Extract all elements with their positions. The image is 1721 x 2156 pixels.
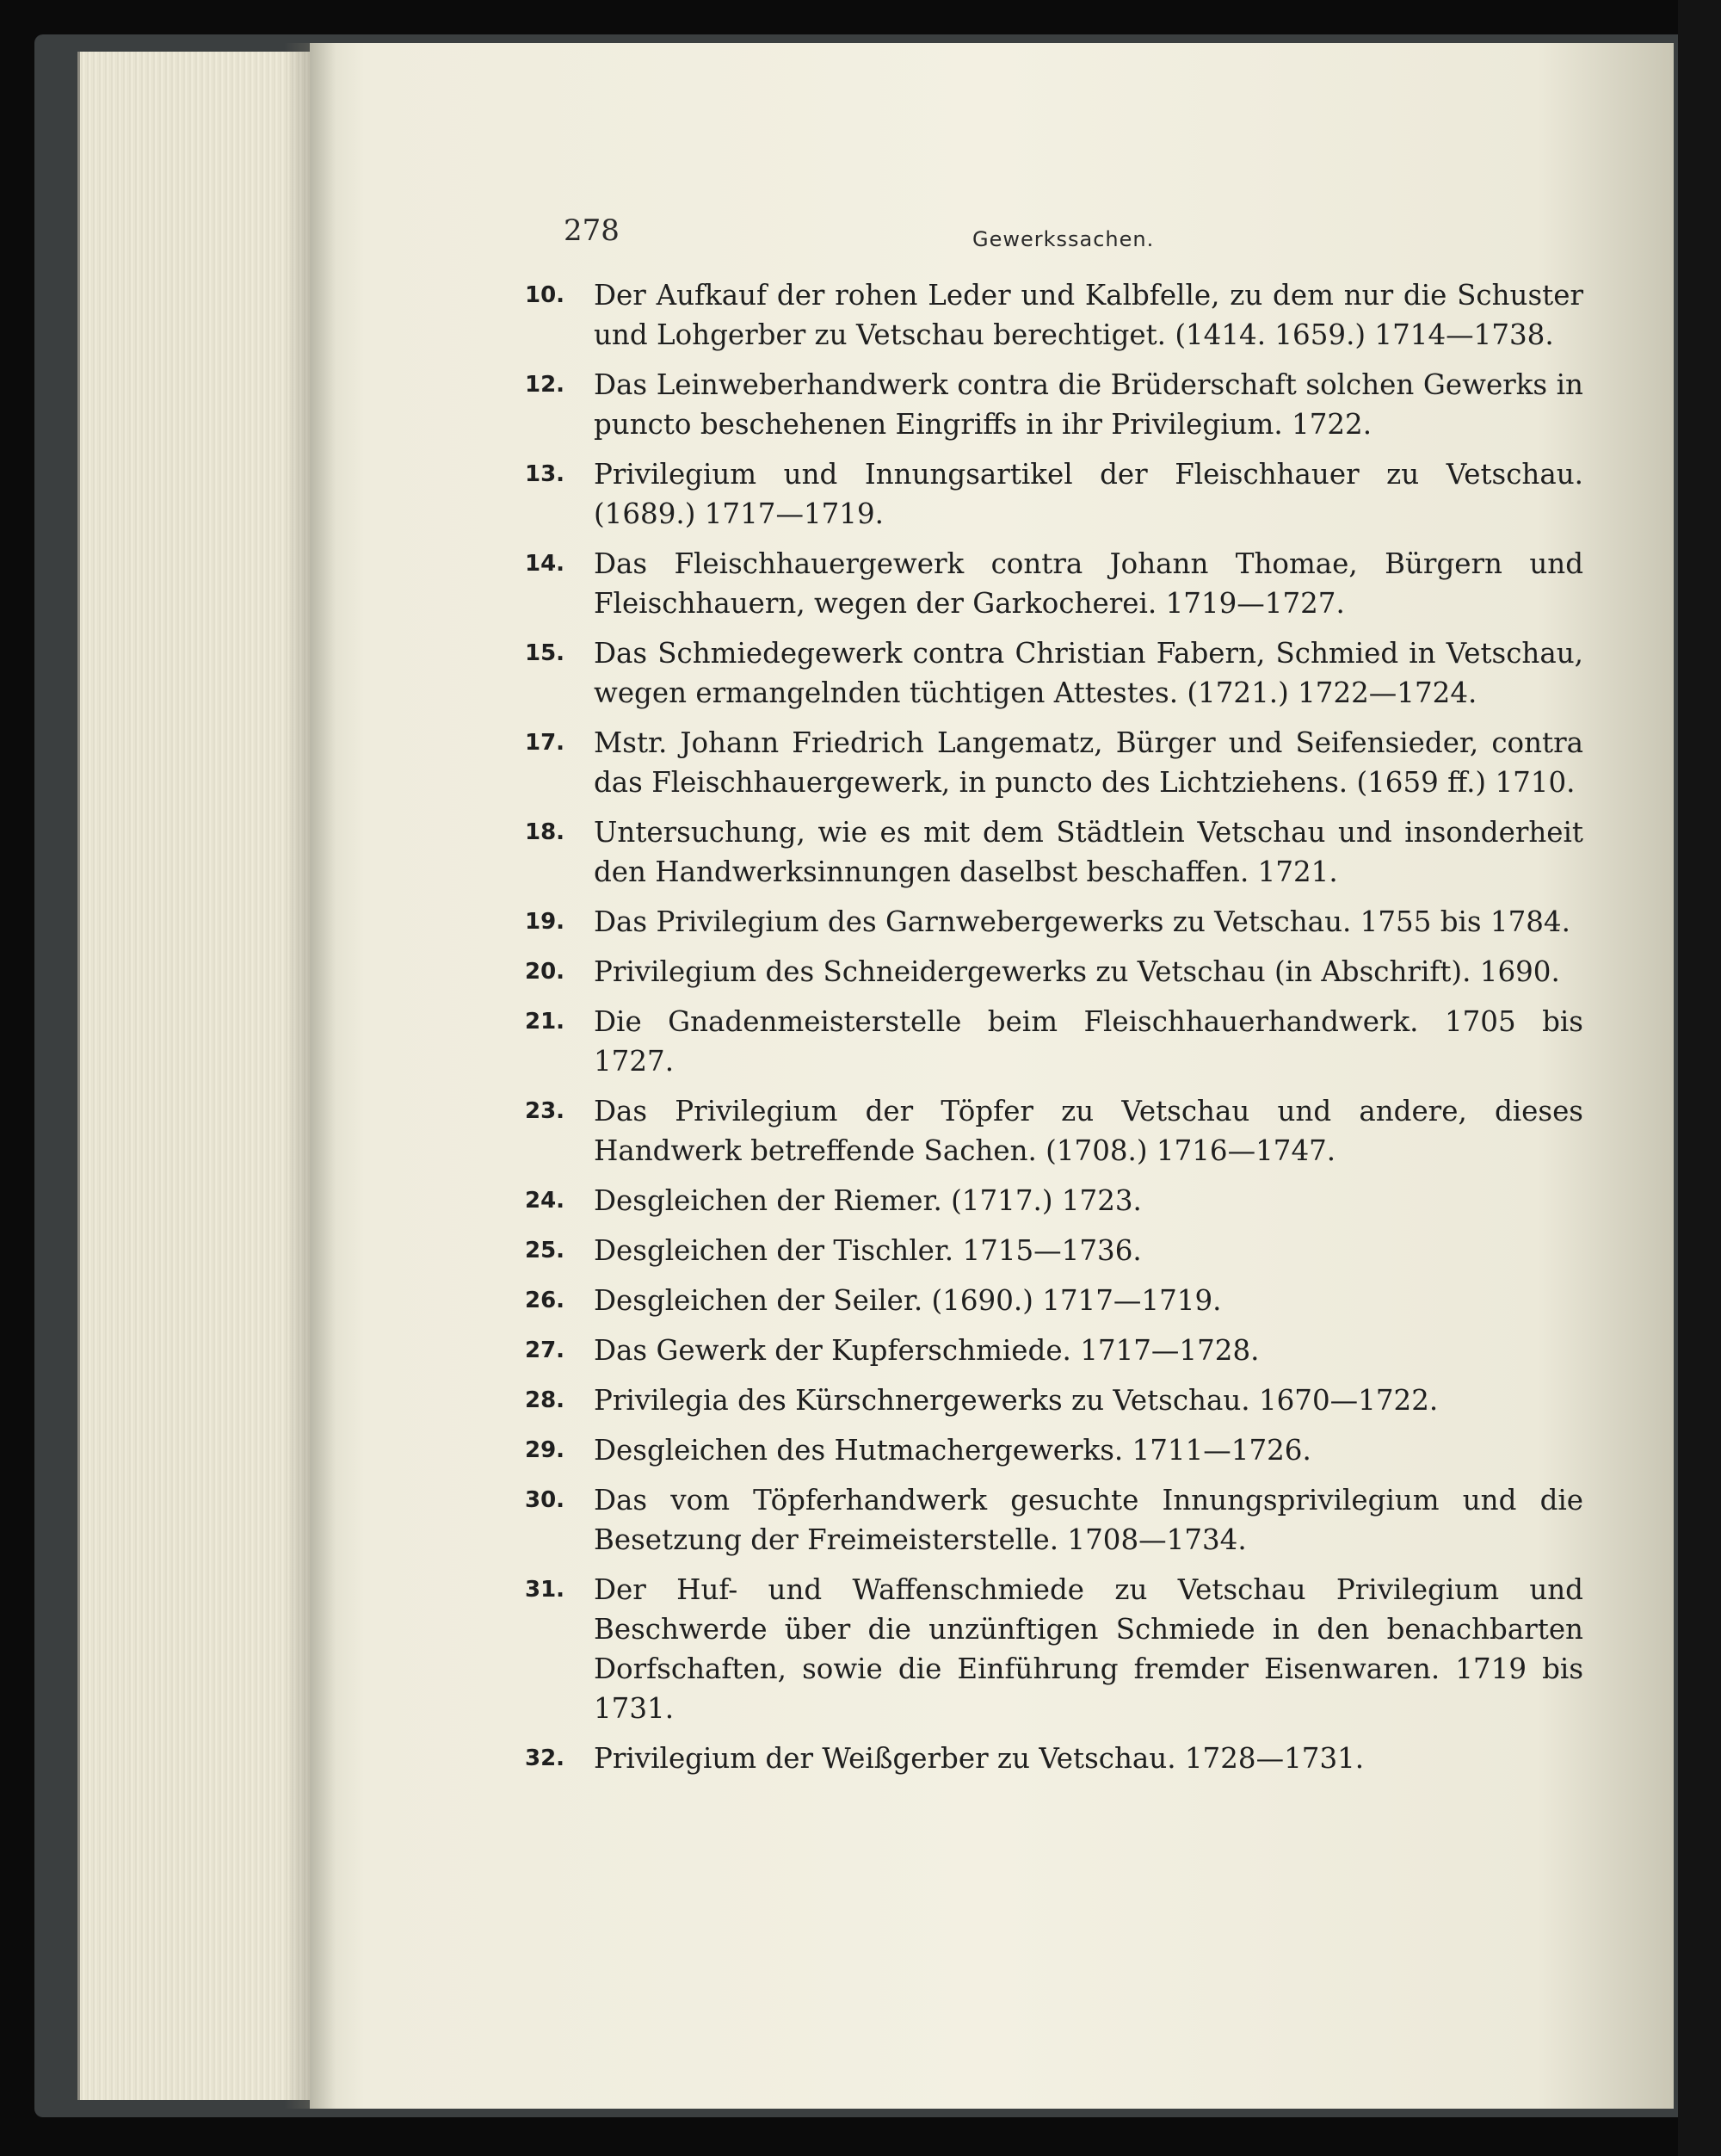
entry-number: 18. xyxy=(525,819,565,845)
entry-number: 27. xyxy=(525,1337,565,1363)
entry-number: 15. xyxy=(525,640,565,666)
entry-list xyxy=(525,275,1583,1788)
entry-number: 19. xyxy=(525,909,565,935)
entry-number: 31. xyxy=(525,1577,565,1603)
entry-text: Untersuchung, wie es mit dem Städtlein Vetschau und insonderheit den Handwerksinnungen daselbst beschaffen. 1721. xyxy=(594,816,1583,888)
entry-text: Das Schmiedegewerk contra Christian Fabern, Schmied in Vetschau, wegen ermangelnden tüchtigen Attestes. (1721.) 1722—1724. xyxy=(594,637,1583,709)
entry-number: 14. xyxy=(525,551,565,577)
list-item xyxy=(525,1281,1583,1320)
list-item xyxy=(525,1430,1583,1470)
list-item xyxy=(525,1231,1583,1270)
list-item xyxy=(525,1002,1583,1081)
list-item xyxy=(525,1181,1583,1220)
entry-number: 30. xyxy=(525,1487,565,1513)
entry-number: 12. xyxy=(525,372,565,398)
entry-text: Privilegium des Schneidergewerks zu Vetschau (in Abschrift). 1690. xyxy=(594,955,1560,988)
list-item xyxy=(525,365,1583,444)
entry-text: Das Gewerk der Kupferschmiede. 1717—1728. xyxy=(594,1334,1260,1367)
list-item xyxy=(525,723,1583,802)
list-item xyxy=(525,902,1583,942)
entry-number: 29. xyxy=(525,1437,565,1463)
list-item xyxy=(525,1331,1583,1370)
gutter-shadow xyxy=(284,43,336,2109)
entry-number: 25. xyxy=(525,1238,565,1263)
entry-text: Desgleichen des Hutmachergewerks. 1711—1726. xyxy=(594,1434,1311,1467)
entry-text: Privilegium und Innungsartikel der Fleischhauer zu Vetschau. (1689.) 1717—1719. xyxy=(594,458,1583,530)
entry-text: Das Fleischhauergewerk contra Johann Thomae, Bürgern und Fleischhauern, wegen der Garkocherei. 1719—1727. xyxy=(594,547,1583,620)
list-item xyxy=(525,454,1583,534)
background-edge xyxy=(1678,0,1721,2156)
entry-text: Das Privilegium des Garnwebergewerks zu Vetschau. 1755 bis 1784. xyxy=(594,905,1570,938)
entry-number: 26. xyxy=(525,1288,565,1313)
list-item xyxy=(525,1091,1583,1171)
list-item xyxy=(525,633,1583,713)
entry-number: 24. xyxy=(525,1188,565,1214)
list-item xyxy=(525,544,1583,623)
list-item xyxy=(525,1381,1583,1420)
entry-number: 23. xyxy=(525,1098,565,1124)
list-item xyxy=(525,275,1583,355)
entry-text: Privilegia des Kürschnergewerks zu Vetschau. 1670—1722. xyxy=(594,1384,1439,1417)
page-header xyxy=(564,213,1596,256)
entry-text: Der Huf- und Waffenschmiede zu Vetschau Privilegium und Beschwerde über die unzünftigen Schmiede in den benachbarten Dorfschaften, sowie die Einführung fremder Eisenwaren. 1719 bis 1731. xyxy=(594,1573,1583,1725)
entry-text: Desgleichen der Riemer. (1717.) 1723. xyxy=(594,1184,1142,1217)
entry-text: Mstr. Johann Friedrich Langematz, Bürger und Seifensieder, contra das Fleischhauergewerk, in puncto des Lichtziehens. (1659 ff.) 1710. xyxy=(594,726,1583,799)
running-head: Gewerkssachen. xyxy=(972,227,1155,251)
entry-number: 32. xyxy=(525,1745,565,1771)
entry-number: 17. xyxy=(525,730,565,756)
list-item xyxy=(525,1570,1583,1728)
entry-text: Der Aufkauf der rohen Leder und Kalbfelle, zu dem nur die Schuster und Lohgerber zu Vetschau berechtiget. (1414. 1659.) 1714—1738. xyxy=(594,279,1583,351)
entry-text: Die Gnadenmeisterstelle beim Fleischhauerhandwerk. 1705 bis 1727. xyxy=(594,1005,1583,1078)
entry-number: 21. xyxy=(525,1009,565,1035)
entry-number: 20. xyxy=(525,959,565,985)
entry-text: Desgleichen der Tischler. 1715—1736. xyxy=(594,1234,1142,1267)
list-item xyxy=(525,1739,1583,1778)
entry-text: Privilegium der Weißgerber zu Vetschau. 1728—1731. xyxy=(594,1742,1365,1775)
page-number: 278 xyxy=(564,213,620,248)
entry-text: Das Leinweberhandwerk contra die Brüderschaft solchen Gewerks in puncto beschehenen Eingriffs in ihr Privilegium. 1722. xyxy=(594,368,1583,441)
entry-number: 10. xyxy=(525,282,565,308)
entry-text: Das vom Töpferhandwerk gesuchte Innungsprivilegium und die Besetzung der Freimeisterstelle. 1708—1734. xyxy=(594,1484,1583,1556)
entry-text: Desgleichen der Seiler. (1690.) 1717—1719. xyxy=(594,1284,1222,1317)
list-item xyxy=(525,812,1583,892)
list-item xyxy=(525,1480,1583,1560)
entry-number: 28. xyxy=(525,1387,565,1413)
list-item xyxy=(525,952,1583,992)
entry-number: 13. xyxy=(525,461,565,487)
entry-text: Das Privilegium der Töpfer zu Vetschau und andere, dieses Handwerk betreffende Sachen. (1708.) 1716—1747. xyxy=(594,1095,1583,1167)
